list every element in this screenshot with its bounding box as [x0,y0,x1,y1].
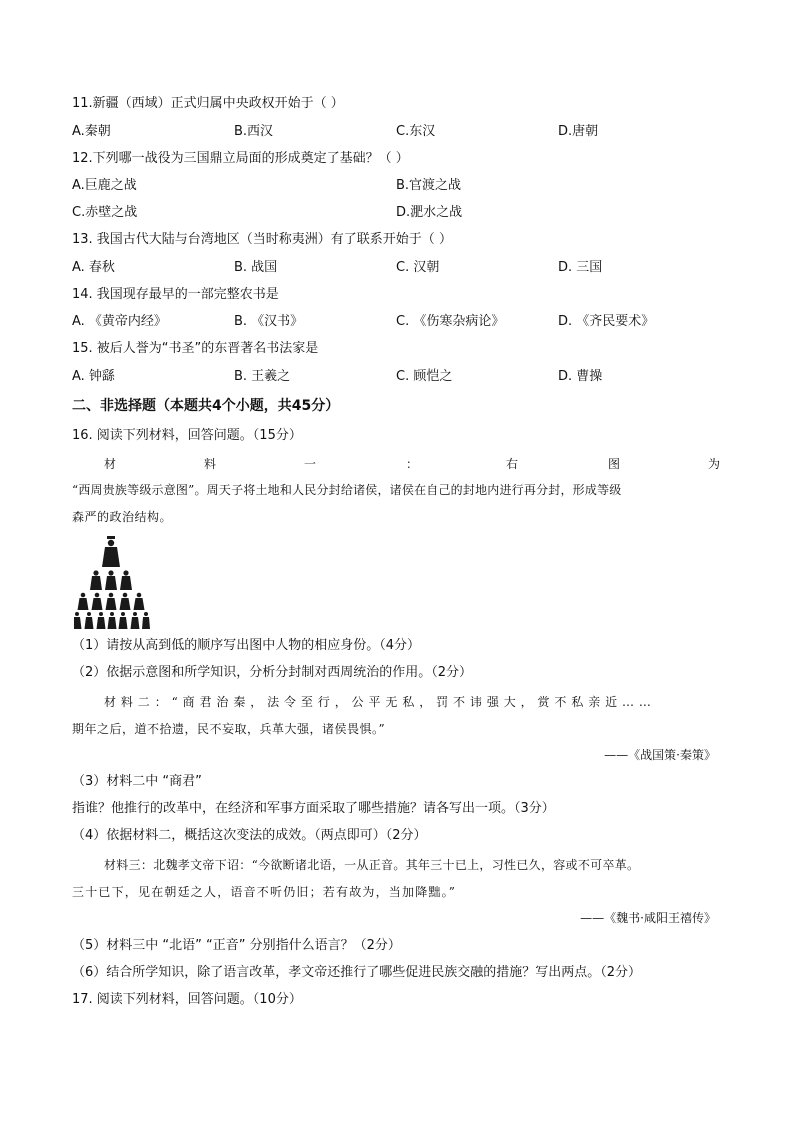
q13-option-b: B. 战国 [234,260,278,275]
q12-stem: 12.下列哪一战役为三国鼎立局面的形成奠定了基础？（ ） [72,151,409,166]
q12-option-a: A.巨鹿之战 [72,178,137,193]
q14-option-b: B. 《汉书》 [234,314,304,329]
scholar-figure [142,612,150,629]
material-1-char: 图 [608,457,621,471]
q14-stem: 14. 我国现存最早的一部完整农书是 [72,287,279,302]
q16-stem: 16. 阅读下列材料，回答问题。（15分） [72,428,302,443]
material-3-text-end: 三十已下，见在朝廷之人，语音不听仍旧；若有故为，当加降黜。” [72,885,457,899]
q16-sub4: （4）依据材料二，概括这次变法的成效。（两点即可）（2分） [72,828,427,843]
material-1-char: 右 [506,457,519,471]
scholar-figure [131,612,140,629]
minister-figure [134,593,145,610]
q11-option-a: A.秦朝 [72,124,111,139]
q13-option-a: A. 春秋 [72,260,115,275]
q12-option-c: C.赤壁之战 [72,205,138,220]
q16-sub6: （6）结合所学知识，除了语言改革，孝文帝还推行了哪些促进民族交融的措施？写出两点。（2分） [72,965,642,980]
q16-sub1: （1）请按从高到低的顺序写出图中人物的相应身份。（4分） [72,638,421,653]
scholar-figure [85,612,94,629]
q12-option-b: B.官渡之战 [396,178,462,193]
q14-option-a: A. 《黄帝内经》 [72,314,167,329]
material-1-char: 一 [304,457,317,471]
material-1-char: 材 [104,457,117,471]
scholar-figure [97,612,106,629]
material-2-source: ——《战国策·秦策》 [604,748,716,762]
material-3-source: ——《魏书·咸阳王禧传》 [580,911,716,925]
q16-sub5: （5）材料三中 “北语” “正音” 分别指什么语言？（2分） [72,938,401,953]
section-heading: 二、非选择题（本题共4个小题，共45分） [72,398,340,414]
material-3-text: 材料三：北魏孝文帝下诏：“今欲断诸北语，一从正音。其年三十已上，习性已久，容或不可卒革。 [104,858,640,872]
q11-option-c: C.东汉 [396,124,436,139]
q11-option-d: D.唐朝 [558,124,599,139]
q13-option-c: C. 汉朝 [396,260,440,275]
q16-sub3-a: （3）材料二中 “商君” [72,774,202,789]
q13-stem: 13. 我国古代大陆与台湾地区（当时称夷洲）有了联系开始于（ ） [72,232,452,247]
scholar-figure [74,612,82,629]
scholar-figure [119,612,128,629]
q16-sub2: （2）依据示意图和所学知识，分析分封制对西周统治的作用。（2分） [72,665,473,680]
q12-option-d: D.淝水之战 [396,205,463,220]
q15-option-b: B. 王羲之 [234,369,291,384]
q13-option-d: D. 三国 [558,260,603,275]
q11-option-b: B.西汉 [234,124,274,139]
material-1-char: 料 [204,457,217,471]
scholar-figure [108,612,117,629]
vassal-figure [120,570,132,590]
q16-sub3-b: 指谁？他推行的改革中，在经济和军事方面采取了哪些措施？请各写出一项。（3分） [72,801,555,816]
minister-figure [120,593,131,610]
q14-option-c: C. 《伤寒杂病论》 [396,314,505,329]
q15-option-c: C. 顾恺之 [396,369,453,384]
material-2-text-end: 期年之后，道不拾遗，民不妄取，兵革大强，诸侯畏惧。” [72,722,386,736]
minister-figure [78,593,89,610]
minister-figure [92,593,103,610]
q15-option-a: A. 钟繇 [72,369,115,384]
material-1-text-end: 森严的政治结构。 [72,510,173,524]
material-1-char: 为 [708,457,721,471]
vassal-figure [105,570,117,590]
king-figure [102,536,120,567]
material-1-text: “西周贵族等级示意图”。周天子将土地和人民分封给诸侯，诸侯在自己的封地内进行再分封，形成等级 [72,483,622,497]
q15-stem: 15. 被后人誉为“书圣”的东晋著名书法家是 [72,341,319,356]
material-2-text: 材料二：“商君治秦，法令至行，公平无私，罚不讳强大，赏不私亲近…… [104,695,656,709]
minister-figure [106,593,117,610]
q14-option-d: D. 《齐民要术》 [558,314,655,329]
q17-stem: 17. 阅读下列材料，回答问题。（10分） [72,992,302,1007]
material-1-char: ： [406,457,419,471]
vassal-figure [90,570,102,590]
q11-stem: 11.新疆（西域）正式归属中央政权开始于（ ） [72,96,344,111]
q15-option-d: D. 曹操 [558,369,603,384]
western-zhou-hierarchy-figure [74,536,150,630]
